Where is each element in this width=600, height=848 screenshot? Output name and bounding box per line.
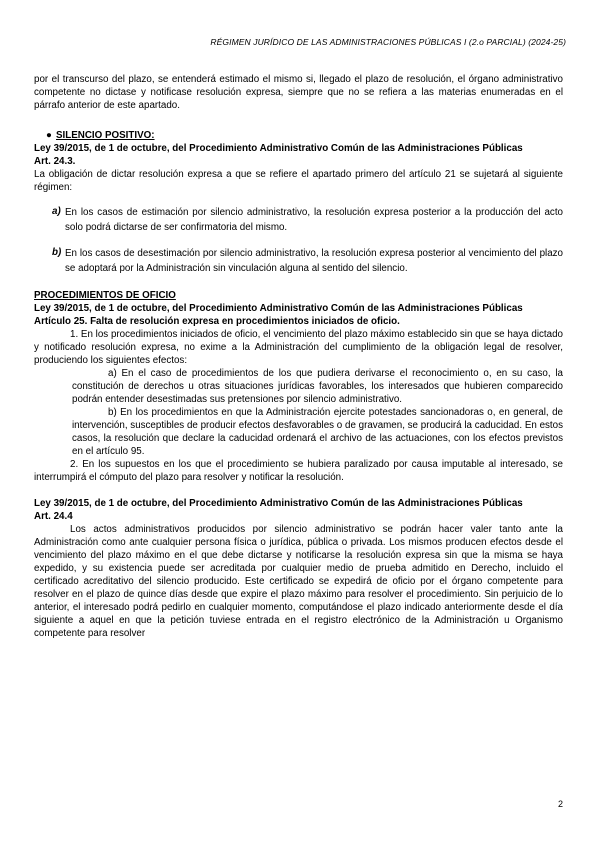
oficio-paragraph-2: 2. En los supuestos en los que el procedimiento se hubiera paralizado por causa imputable al interesado, se interrumpirá el cómputo del plazo para resolver y notificar la resolución. bbox=[34, 459, 563, 483]
oficio-paragraph-1: 1. En los procedimientos iniciados de oficio, el vencimiento del plazo máximo establecido sin que se haya dictado y notificado resolución expresa, no exime a la Administración del cumplimiento de la obligación legal de resolver, produciendo los siguientes efectos: bbox=[34, 329, 563, 366]
silencio-positivo-heading: ● SILENCIO POSITIVO: bbox=[46, 130, 155, 141]
oficio-article: Artículo 25. Falta de resolución expresa en procedimientos iniciados de oficio. bbox=[34, 316, 400, 327]
oficio-law-title: Ley 39/2015, de 1 de octubre, del Procedimiento Administrativo Común de las Administraciones Públicas bbox=[34, 303, 523, 314]
silencio-item-a: a) En los casos de estimación por silencio administrativo, la resolución expresa posterior a la producción del acto solo podrá dictarse de ser confirmatoria del mismo. bbox=[52, 206, 563, 233]
bullet-icon: ● bbox=[46, 130, 52, 141]
silencio-law-title: Ley 39/2015, de 1 de octubre, del Procedimiento Administrativo Común de las Administraciones Públicas bbox=[34, 143, 523, 154]
document-body bbox=[34, 73, 563, 640]
intro-paragraph: por el transcurso del plazo, se entenderá estimado el mismo si, llegado el plazo de resolución, el órgano administrativo competente no dictase y notificase resolución expresa, siempre que no se refiera a las materias enumeradas en el párrafo anterior de este apartado. bbox=[34, 74, 563, 111]
oficio-paragraph-b: b) En los procedimientos en que la Administración ejercite potestades sancionadoras o, en general, de intervención, susceptibles de producir efectos desfavorables o de gravamen, se producirá la caducidad. En estos casos, la resolución que declare la caducidad ordenará el archivo de las actuaciones, con los efectos previstos en el artículo 95. bbox=[72, 407, 563, 457]
silencio-lead: La obligación de dictar resolución expresa a que se refiere el apartado primero del artículo 21 se sujetará al siguiente régimen: bbox=[34, 169, 563, 193]
art244-article: Art. 24.4 bbox=[34, 511, 73, 522]
running-header: RÉGIMEN JURÍDICO DE LAS ADMINISTRACIONES PÚBLICAS I (2.o PARCIAL) (2024-25) bbox=[210, 37, 566, 47]
page-number: 2 bbox=[557, 799, 563, 809]
oficio-paragraph-a: a) En el caso de procedimientos de los que pudiera derivarse el reconocimiento o, en su caso, la constitución de derechos u otras situaciones jurídicas favorables, los interesados que hubieren comparecido podrán entender desestimadas sus pretensiones por silencio administrativo. bbox=[72, 368, 563, 405]
art244-paragraph: Los actos administrativos producidos por silencio administrativo se podrán hacer valer tanto ante la Administración como ante cualquier persona física o jurídica, pública o privada. Los mismos producen efectos desde el vencimiento del plazo máximo en el que debe dictarse y notificarse la resolución expresa sin que la misma se haya expedido, y su existencia puede ser acreditada por cualquier medio de prueba admitido en Derecho, incluido el certificado acreditativo del silencio producido. Este certificado se expedirá de oficio por el órgano competente para resolver en el plazo de quince días desde que expire el plazo máximo para resolver el procedimiento. Sin perjuicio de lo anterior, el interesado podrá pedirlo en cualquier momento, computándose el plazo indicado anteriormente desde el día siguiente a aquel en que la petición tuviese entrada en el registro electrónico de la Administración u Organismo competente para resolver bbox=[34, 524, 563, 639]
oficio-heading: PROCEDIMIENTOS DE OFICIO bbox=[34, 290, 176, 301]
art244-law-title: Ley 39/2015, de 1 de octubre, del Procedimiento Administrativo Común de las Administraciones Públicas bbox=[34, 498, 523, 509]
silencio-item-b: b) En los casos de desestimación por silencio administrativo, la resolución expresa posterior al vencimiento del plazo se adoptará por la Administración sin vinculación alguna al sentido del silencio. bbox=[52, 247, 563, 274]
silencio-article: Art. 24.3. bbox=[34, 156, 76, 167]
